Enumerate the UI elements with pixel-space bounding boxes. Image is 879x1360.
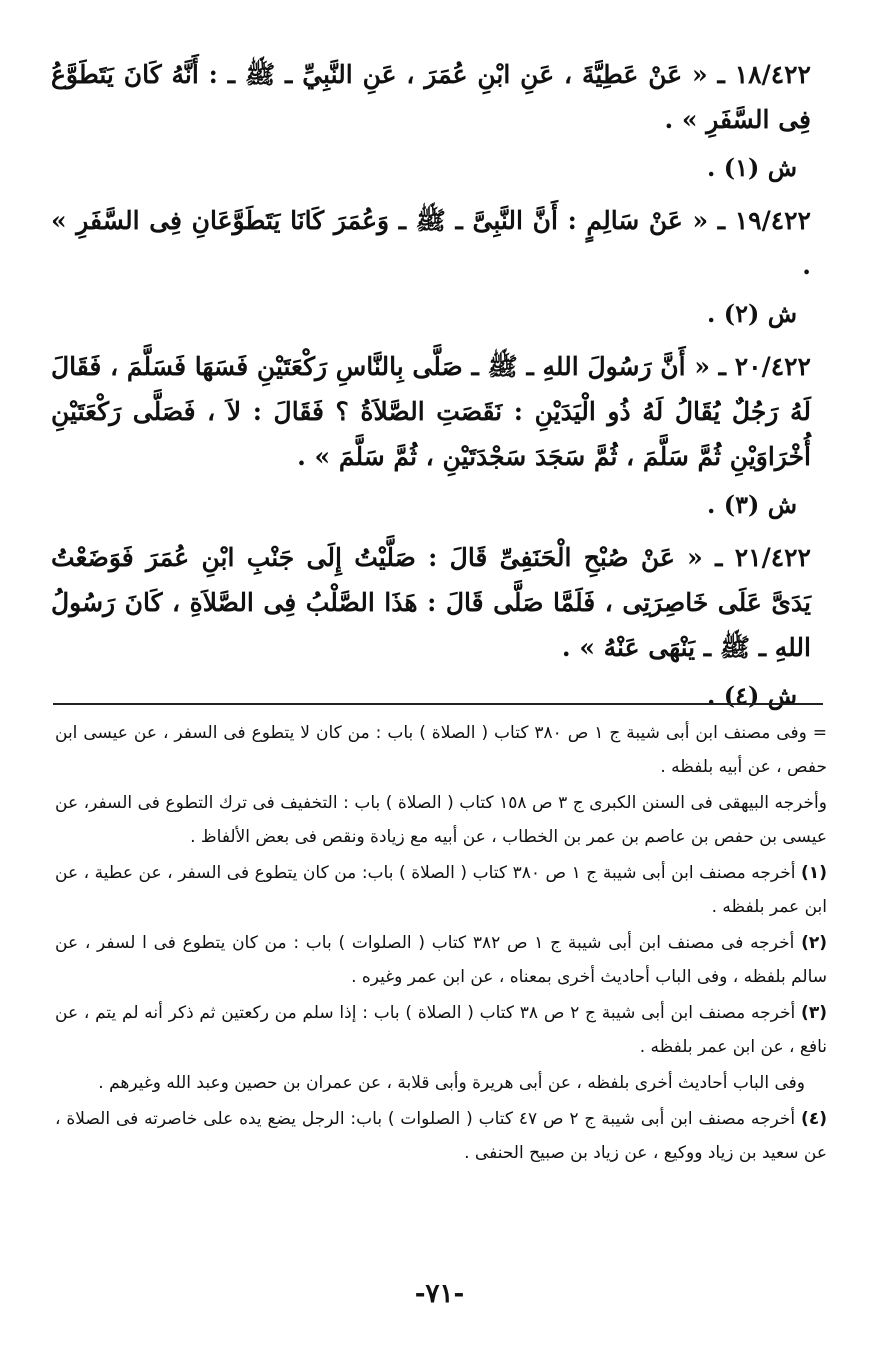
footnote-number: (٤) bbox=[801, 1109, 827, 1129]
hadith-block bbox=[51, 198, 811, 336]
footnote-number: (١) bbox=[801, 863, 827, 883]
footnote-text: = وفى مصنف ابن أبى شيبة ج ١ ص ٣٨٠ كتاب ( الصلاة ) باب : من كان لا يتطوع فى السفر ، عن عيسى ابن حفص ، عن أبيه بلفظه . bbox=[55, 723, 828, 777]
hadith-text: ١٨/٤٢٢ ـ « عَنْ عَطِيَّةَ ، عَنِ ابْنِ عُمَرَ ، عَنِ النَّبِيِّ ـ ﷺ ـ : أَنَّهُ كَانَ يَتَطَوَّعُ فِى السَّفَرِ » . bbox=[51, 60, 811, 134]
hadith-block bbox=[51, 535, 811, 718]
footnote bbox=[55, 996, 827, 1064]
source-reference: ش (٣) . bbox=[707, 490, 797, 519]
footnotes bbox=[55, 716, 827, 1172]
footnote bbox=[55, 1066, 827, 1100]
hadith-text: ٢١/٤٢٢ ـ « عَنْ صُبْحِ الْحَنَفِىِّ قَالَ : صَلَّيْتُ إِلَى جَنْبِ ابْنِ عُمَرَ فَوَضَعْتُ يَدَىَّ عَلَى خَاصِرَتِى ، فَلَمَّا صَلَّى قَالَ : هَذَا الصَّلْبُ فِى الصَّلاَةِ ، كَانَ رَسُولُ اللهِ ـ ﷺ ـ يَنْهَى عَنْهُ » . bbox=[51, 543, 811, 662]
source-reference: ش (٤) . bbox=[707, 681, 797, 710]
footnote-number: (٣) bbox=[801, 1003, 827, 1023]
hadith-text: ٢٠/٤٢٢ ـ « أَنَّ رَسُولَ اللهِ ـ ﷺ ـ صَلَّى بِالنَّاسِ رَكْعَتَيْنِ فَسَهَا فَسَلَّمَ ، فَقَالَ لَهُ رَجُلٌ يُقَالُ لَهُ ذُو الْيَدَيْنِ : نَقَصَتِ الصَّلاَةُ ؟ فَقَالَ : لاَ ، فَصَلَّى رَكْعَتَيْنِ أُخْرَاوَيْنِ ثُمَّ سَلَّمَ ، ثُمَّ سَجَدَ سَجْدَتَيْنِ ، ثُمَّ سَلَّمَ » . bbox=[51, 352, 811, 471]
footnote bbox=[55, 1102, 827, 1170]
footnote-text: أخرجه مصنف ابن أبى شيبة ج ٢ ص ٤٧ كتاب ( الصلوات ) باب: الرجل يضع يده على خاصرته فى الصلاة ، عن سعيد بن زياد ووكيع ، عن زياد بن صبيح الحنفى . bbox=[55, 1109, 827, 1163]
footnote-text: أخرجه مصنف ابن أبى شيبة ج ١ ص ٣٨٠ كتاب ( الصلاة ) باب: من كان يتطوع فى السفر ، عن عطية ، عن ابن عمر بلفظه . bbox=[55, 863, 827, 917]
hadith-block bbox=[51, 52, 811, 190]
hadith-text: ١٩/٤٢٢ ـ « عَنْ سَالِمٍ : أَنَّ النَّبِىَّ ـ ﷺ ـ وَعُمَرَ كَانَا يَتَطَوَّعَانِ فِى السَّفَرِ » . bbox=[51, 206, 811, 280]
footnote-text: أخرجه فى مصنف ابن أبى شيبة ج ١ ص ٣٨٢ كتاب ( الصلوات ) باب : من كان يتطوع فى ا لسفر ، عن سالم بلفظه ، وفى الباب أحاديث أخرى بمعناه ، عن ابن عمر وغيره . bbox=[55, 933, 827, 987]
footnote-text: وفى الباب أحاديث أخرى بلفظه ، عن أبى هريرة وأبى قلابة ، عن عمران بن حصين وعبد الله وغيرهم . bbox=[98, 1073, 805, 1093]
footnote bbox=[55, 926, 827, 994]
footnote-number: (٢) bbox=[801, 933, 828, 953]
footnote bbox=[55, 786, 827, 854]
source-reference: ش (٢) . bbox=[707, 299, 797, 328]
source-reference: ش (١) . bbox=[707, 153, 797, 182]
hadith-block bbox=[51, 344, 811, 527]
footnote bbox=[55, 716, 827, 784]
footnote bbox=[55, 856, 827, 924]
main-text bbox=[51, 52, 811, 726]
page-number: -٧١- bbox=[414, 1279, 465, 1309]
footnote-text: أخرجه مصنف ابن أبى شيبة ج ٢ ص ٣٨ كتاب ( الصلاة ) باب : إذا سلم من ركعتين ثم ذكر أنه لم يتم ، عن نافع ، عن ابن عمر بلفظه . bbox=[55, 1003, 827, 1057]
footnote-text: وأخرجه البيهقى فى السنن الكبرى ج ٣ ص ١٥٨ كتاب ( الصلاة ) باب : التخفيف فى ترك التطوع فى السفر، عن عيسى بن حفص بن عاصم بن عمر بن الخطاب ، عن أبيه مع زيادة ونقص فى بعض الألفاظ . bbox=[55, 793, 827, 847]
footnote-divider bbox=[53, 703, 823, 705]
